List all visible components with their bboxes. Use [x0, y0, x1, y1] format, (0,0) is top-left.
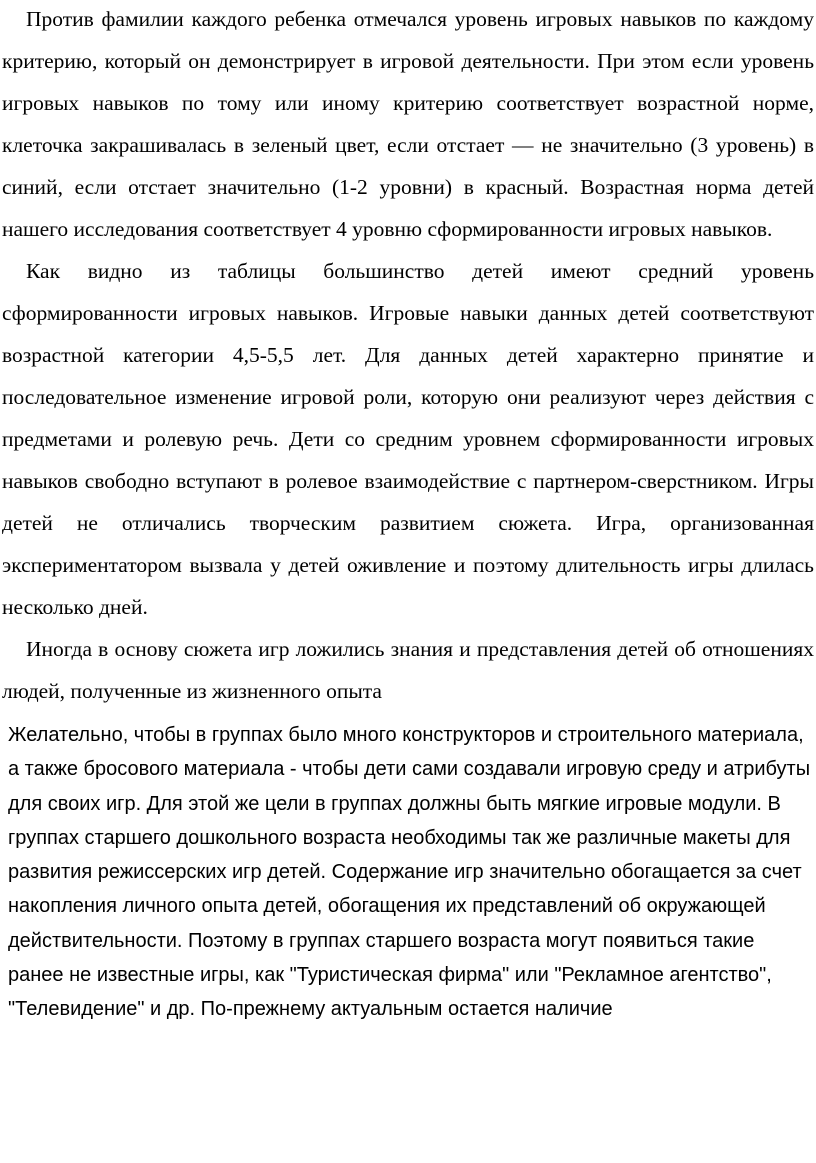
recommendations-text-block: [2, 718, 814, 1027]
paragraph-recommendations: Желательно, чтобы в группах было много конструкторов и строительного материала, а также бросового материала - чтобы дети сами создавали игровую среду и атрибуты для своих игр. Для этой же цели в группах должны быть мягкие игровые модули. В группах старшего дошкольного возраста необходимы так же различные макеты для развития режиссерских игр детей. Содержание игр значительно обогащается за счет накопления личного опыта детей, обогащения их представлений об окружающей действительности. Поэтому в группах старшего возраста могут появиться такие ранее не известные игры, как "Туристическая фирма" или "Рекламное агентство", "Телевидение" и др. По-прежнему актуальным остается наличие: [8, 724, 811, 1021]
paragraph-evaluation-method: Против фамилии каждого ребенка отмечался уровень игровых навыков по каждому критерию, который он демонстрирует в игровой деятельности. При этом если уровень игровых навыков по тому или иному критерию соответствует возрастной норме, клеточка закрашивалась в зеленый цвет, если отстает — не значительно (3 уровень) в синий, если отстает значительно (1-2 уровни) в красный. Возрастная норма детей нашего исследования соответствует 4 уровню сформированности игровых навыков.: [2, 7, 814, 241]
paragraph-plot-basis: Иногда в основу сюжета игр ложились знания и представления детей об отношениях людей, полученные из жизненного опыта: [2, 637, 814, 703]
main-text-block: [2, 0, 814, 712]
paragraph-table-results: Как видно из таблицы большинство детей имеют средний уровень сформированности игровых навыков. Игровые навыки данных детей соответствуют возрастной категории 4,5-5,5 лет. Для данных детей характерно принятие и последовательное изменение игровой роли, которую они реализуют через действия с предметами и ролевую речь. Дети со средним уровнем сформированности игровых навыков свободно вступают в ролевое взаимодействие с партнером-сверстником. Игры детей не отличались творческим развитием сюжета. Игра, организованная экспериментатором вызвала у детей оживление и поэтому длительность игры длилась несколько дней.: [2, 259, 814, 619]
